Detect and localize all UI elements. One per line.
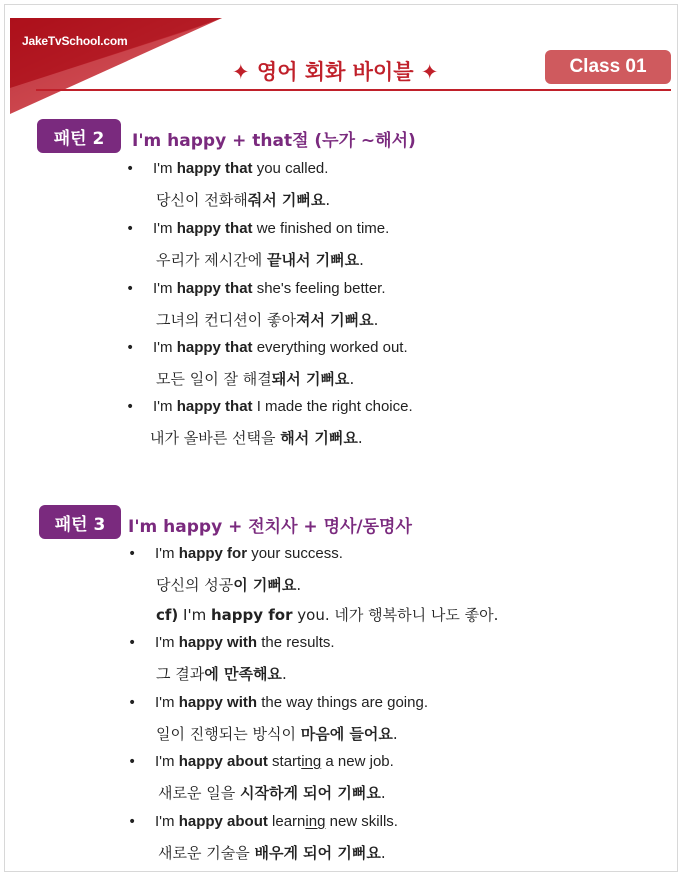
key-phrase: 배우게 되어 기뻐요 xyxy=(254,844,381,862)
text-fragment: . xyxy=(325,191,331,209)
underlined-suffix: ing xyxy=(301,753,322,770)
class-badge: Class 01 xyxy=(545,50,671,84)
text-fragment: 그 결과 xyxy=(156,665,205,683)
text-fragment: I'm xyxy=(155,813,179,830)
pattern-badge: 패턴 3 xyxy=(39,505,121,539)
text-fragment: . xyxy=(349,370,355,388)
example-english xyxy=(155,753,394,770)
text-fragment: 새로운 일을 xyxy=(158,784,240,802)
text-fragment: I made the right choice. xyxy=(252,398,413,415)
key-phrase: happy for xyxy=(178,545,248,562)
key-phrase: 해서 기뻐요 xyxy=(280,429,358,447)
example-korean xyxy=(156,574,301,595)
text-fragment: 내가 올바른 선택을 xyxy=(150,429,281,447)
key-phrase: 시작하게 되어 기뻐요 xyxy=(240,784,381,802)
text-fragment: learn xyxy=(267,813,306,830)
bullet-marker: • xyxy=(126,399,135,415)
text-fragment: start xyxy=(267,753,302,770)
example-korean xyxy=(150,427,363,448)
bullet-marker: • xyxy=(128,814,137,830)
text-fragment: . xyxy=(380,784,386,802)
text-fragment: . xyxy=(357,429,363,447)
title-divider xyxy=(36,89,671,91)
text-fragment: I'm xyxy=(155,694,179,711)
header-corner-banner xyxy=(10,18,225,118)
text-fragment: . xyxy=(281,665,287,683)
text-fragment: I'm xyxy=(153,280,177,297)
bullet-marker: • xyxy=(126,221,135,237)
example-korean xyxy=(156,663,287,684)
cf-note xyxy=(156,604,498,625)
example-korean xyxy=(158,782,386,803)
pattern-title: I'm happy + that절 (누가 ~해서) xyxy=(132,131,416,151)
key-phrase: happy that xyxy=(176,398,253,415)
example-korean xyxy=(156,249,364,270)
text-fragment: your success. xyxy=(247,545,343,562)
key-phrase: happy about xyxy=(178,813,268,830)
example-english xyxy=(153,398,413,415)
text-fragment: 새로운 기술을 xyxy=(158,844,255,862)
text-fragment: I'm xyxy=(155,545,179,562)
key-phrase: happy that xyxy=(176,339,253,356)
text-fragment: . xyxy=(296,576,302,594)
site-logo-text: JakeTvSchool.com xyxy=(22,34,128,48)
bullet-marker: • xyxy=(126,340,135,356)
bullet-marker: • xyxy=(128,635,137,651)
text-fragment: you called. xyxy=(252,160,329,177)
text-fragment: everything worked out. xyxy=(252,339,408,356)
example-korean xyxy=(156,723,398,744)
key-phrase: happy with xyxy=(178,634,258,651)
example-english xyxy=(155,545,343,562)
key-phrase: 에 만족해요 xyxy=(204,665,282,683)
key-phrase: happy that xyxy=(176,220,253,237)
text-fragment: 우리가 제시간에 xyxy=(156,251,267,269)
text-fragment: I'm xyxy=(153,398,177,415)
key-phrase: 마음에 들어요 xyxy=(300,725,393,743)
example-english xyxy=(155,694,428,711)
text-fragment: 일이 진행되는 방식이 xyxy=(156,725,301,743)
text-fragment: . xyxy=(373,311,379,329)
key-phrase: happy that xyxy=(176,280,253,297)
text-fragment: I'm xyxy=(153,220,177,237)
cf-tag: cf) xyxy=(156,606,179,624)
key-phrase: happy about xyxy=(178,753,268,770)
example-english xyxy=(153,220,389,237)
key-phrase: happy for xyxy=(210,606,293,624)
key-phrase: 이 기뻐요 xyxy=(233,576,297,594)
example-english xyxy=(153,280,386,297)
bullet-marker: • xyxy=(128,546,137,562)
example-english xyxy=(153,339,408,356)
pattern-title: I'm happy + 전치사 + 명사/동명사 xyxy=(128,517,412,537)
example-korean xyxy=(158,842,386,863)
text-fragment: I'm xyxy=(153,160,177,177)
key-phrase: 줘서 기뻐요 xyxy=(247,191,326,209)
text-fragment: 그녀의 컨디션이 좋아 xyxy=(156,311,296,329)
text-fragment: the way things are going. xyxy=(257,694,428,711)
text-fragment: new skills. xyxy=(325,813,398,830)
example-english xyxy=(153,160,328,177)
text-fragment: . xyxy=(359,251,364,269)
document-title: ✦ 영어 회화 바이블 ✦ xyxy=(232,60,439,84)
text-fragment: I'm xyxy=(178,606,211,624)
example-english xyxy=(155,813,398,830)
text-fragment: you. 네가 행복하니 나도 좋아. xyxy=(292,606,499,624)
bullet-marker: • xyxy=(126,161,135,177)
key-phrase: 돼서 기뻐요 xyxy=(271,370,350,388)
key-phrase: 져서 기뻐요 xyxy=(295,311,374,329)
example-korean xyxy=(156,189,330,210)
bullet-marker: • xyxy=(128,695,137,711)
key-phrase: happy that xyxy=(176,160,253,177)
text-fragment: I'm xyxy=(155,753,179,770)
underlined-suffix: ing xyxy=(305,813,326,830)
example-korean xyxy=(156,368,354,389)
bullet-marker: • xyxy=(126,281,135,297)
text-fragment: the results. xyxy=(257,634,335,651)
key-phrase: happy with xyxy=(178,694,258,711)
text-fragment: I'm xyxy=(155,634,179,651)
example-english xyxy=(155,634,335,651)
text-fragment: a new job. xyxy=(321,753,394,770)
pattern-badge: 패턴 2 xyxy=(37,119,121,153)
text-fragment: . xyxy=(380,844,386,862)
text-fragment: 모든 일이 잘 해결 xyxy=(156,370,272,388)
text-fragment: . xyxy=(392,725,398,743)
text-fragment: I'm xyxy=(153,339,177,356)
text-fragment: 당신이 전화해 xyxy=(156,191,248,209)
example-korean xyxy=(156,309,378,330)
text-fragment: she's feeling better. xyxy=(252,280,386,297)
key-phrase: 끝내서 기뻐요 xyxy=(266,251,360,269)
text-fragment: we finished on time. xyxy=(252,220,390,237)
text-fragment: 당신의 성공 xyxy=(156,576,234,594)
bullet-marker: • xyxy=(128,754,137,770)
